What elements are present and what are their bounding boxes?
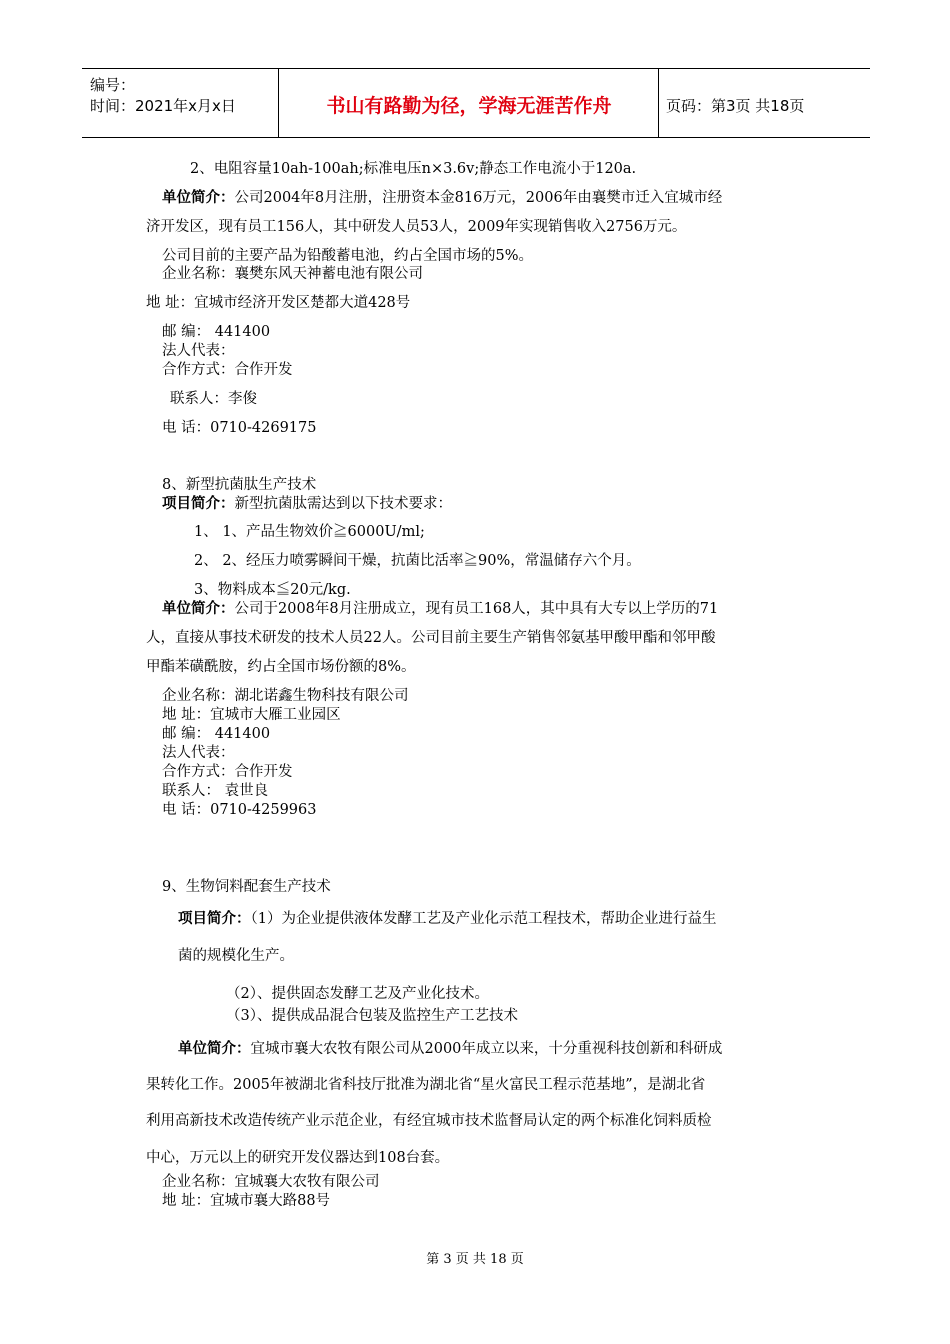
text-line: （3）、提供成品混合包装及监控生产工艺技术 <box>226 1008 518 1024</box>
text-line: 法人代表： <box>162 343 235 359</box>
text-line: 合作方式：合作开发 <box>162 764 293 780</box>
text-line: 单位简介：宜城市襄大农牧有限公司从2000年成立以来，十分重视科技创新和科研成 <box>178 1041 723 1057</box>
text-line: 企业名称：襄樊东风天神蓄电池有限公司 <box>162 266 423 282</box>
text-line: 2、 2、经压力喷雾瞬间干燥，抗菌比活率≧90%，常温储存六个月。 <box>194 553 641 569</box>
text-line: 地 址：宜城市大雁工业园区 <box>162 707 341 723</box>
text-line: 人，直接从事技术研发的技术人员22人。公司目前主要生产销售邻氨基甲酸甲酯和邻甲酸 <box>146 630 716 646</box>
section-label: 单位简介： <box>162 190 235 206</box>
text-line: 单位简介：公司于2008年8月注册成立，现有员工168人，其中具有大专以上学历的71 <box>162 601 719 617</box>
section-label: 项目简介： <box>162 496 235 512</box>
text-line: 电 话：0710-4269175 <box>162 420 317 436</box>
section-label: 单位简介： <box>162 601 235 617</box>
text-line: 地 址：宜城市经济开发区楚都大道428号 <box>146 295 411 311</box>
text-line: 企业名称：湖北诺鑫生物科技有限公司 <box>162 688 409 704</box>
text-line: 果转化工作。2005年被湖北省科技厅批准为湖北省“星火富民工程示范基地”，是湖北省 <box>146 1077 706 1093</box>
text-line: 邮 编： 441400 <box>162 726 271 742</box>
header-divider <box>278 69 279 137</box>
text-line: 联系人： 袁世良 <box>162 783 269 799</box>
text-line: 法人代表： <box>162 745 235 761</box>
page-footer: 第 3 页 共 18 页 <box>426 1252 524 1267</box>
text-line: 邮 编： 441400 <box>162 324 271 340</box>
text-line: 菌的规模化生产。 <box>178 948 294 964</box>
header-motto: 书山有路勤为径，学海无涯苦作舟 <box>326 95 612 117</box>
text-line: 济开发区，现有员工156人，其中研发人员53人，2009年实现销售收入2756万元。 <box>146 219 687 235</box>
text-line: （2）、提供固态发酵工艺及产业化技术。 <box>226 986 489 1002</box>
header-divider <box>658 69 659 137</box>
text-line: 中心，万元以上的研究开发仪器达到108台套。 <box>146 1150 450 1166</box>
page-header <box>82 68 870 138</box>
text-line: 联系人：李俊 <box>170 391 257 407</box>
text-line: 合作方式：合作开发 <box>162 362 293 378</box>
text-line: 项目简介：（1）为企业提供液体发酵工艺及产业化示范工程技术，帮助企业进行益生 <box>178 911 717 927</box>
text-line: 甲酯苯磺酰胺，约占全国市场份额的8%。 <box>146 659 416 675</box>
header-time: 时间：2021年x月x日 <box>90 97 236 115</box>
text-line: 电 话：0710-4259963 <box>162 802 317 818</box>
header-number: 编号： <box>90 76 136 94</box>
text-line: 公司目前的主要产品为铅酸蓄电池，约占全国市场的5%。 <box>162 248 534 264</box>
section-heading: 9、生物饲料配套生产技术 <box>162 879 331 895</box>
header-meta <box>90 75 236 117</box>
section-label: 项目简介： <box>178 911 251 927</box>
text-line: 3、物料成本≦20元/kg. <box>194 582 351 598</box>
text-line: 单位简介：公司2004年8月注册，注册资本金816万元，2006年由襄樊市迁入宜城市经 <box>162 190 723 206</box>
header-page-number: 页码：第3页 共18页 <box>666 97 805 115</box>
section-heading: 8、新型抗菌肽生产技术 <box>162 477 317 493</box>
text-line: 1、 1、产品生物效价≧6000U/ml; <box>194 524 425 540</box>
text-line: 地 址：宜城市襄大路88号 <box>162 1193 331 1209</box>
text-line: 2、电阻容量10ah-100ah;标准电压n×3.6v;静态工作电流小于120a. <box>190 161 637 177</box>
section-label: 单位简介： <box>178 1041 251 1057</box>
text-line: 利用高新技术改造传统产业示范企业，有经宜城市技术监督局认定的两个标准化饲料质检 <box>146 1113 712 1129</box>
text-line: 项目简介：新型抗菌肽需达到以下技术要求： <box>162 496 452 512</box>
text-line: 企业名称：宜城襄大农牧有限公司 <box>162 1174 380 1190</box>
